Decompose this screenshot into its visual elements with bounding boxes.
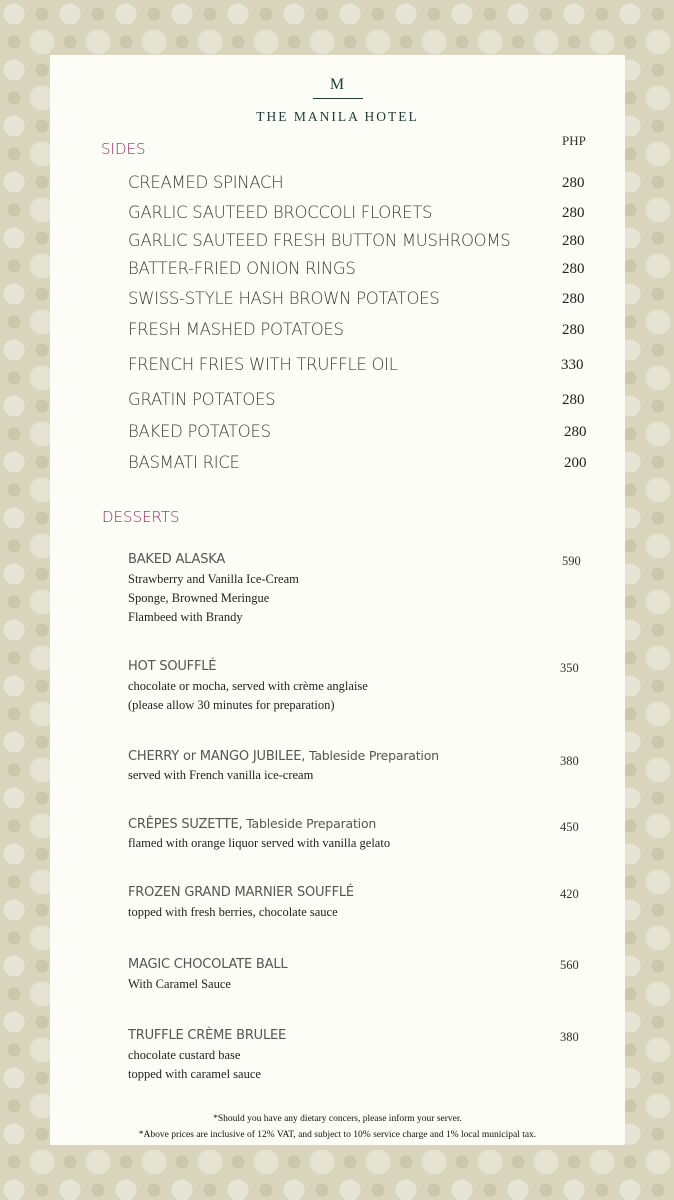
side-item-name: FRESH MASHED POTATOES [128, 320, 344, 339]
dessert-item-price: 350 [560, 661, 579, 675]
dessert-item-name [128, 885, 354, 900]
dessert-description-line: topped with caramel sauce [128, 1067, 261, 1081]
side-item-price: 280 [564, 424, 587, 440]
side-item-price: 280 [562, 322, 585, 338]
dessert-name-text: FROZEN GRAND MARNIER SOUFFLÉ [128, 885, 354, 900]
side-item-name: SWISS-STYLE HASH BROWN POTATOES [128, 289, 440, 308]
side-item-name: CREAMED SPINACH [128, 173, 284, 192]
side-item-price: 280 [562, 205, 585, 221]
dessert-preparation-note: Tableside Preparation [242, 816, 377, 831]
side-item-price: 200 [564, 455, 587, 471]
dessert-item-price: 560 [560, 958, 579, 972]
menu-card [50, 55, 625, 1145]
side-item-name: GARLIC SAUTEED FRESH BUTTON MUSHROOMS [128, 231, 511, 250]
dessert-description-line: flamed with orange liquor served with vanilla gelato [128, 836, 391, 850]
side-item-name: FRENCH FRIES WITH TRUFFLE OIL [128, 355, 398, 374]
dietary-note: *Should you have any dietary concers, please inform your server. [213, 1114, 462, 1124]
dessert-item-price: 590 [562, 554, 581, 568]
dessert-item-name [128, 957, 287, 972]
dessert-description-line: chocolate or mocha, served with crème anglaise [128, 679, 368, 693]
dessert-item-name [128, 1028, 286, 1043]
side-item-price: 280 [562, 392, 585, 408]
hotel-name: THE MANILA HOTEL [256, 109, 419, 124]
dessert-description-line: Strawberry and Vanilla Ice-Cream [128, 572, 299, 586]
dessert-description-line: Sponge, Browned Meringue [128, 591, 270, 605]
desserts-section-title: DESSERTS [102, 508, 180, 526]
dessert-name-text: BAKED ALASKA [128, 552, 226, 567]
dessert-name-text: HOT SOUFFLÉ [128, 659, 217, 674]
side-item-price: 280 [562, 233, 585, 249]
sides-section-title: SIDES [101, 140, 146, 158]
dessert-description-line: topped with fresh berries, chocolate sauce [128, 905, 338, 919]
currency-label: PHP [562, 133, 586, 148]
dessert-name-text: TRUFFLE CRÈME BRULEE [128, 1028, 287, 1043]
dessert-description-line: With Caramel Sauce [128, 977, 231, 991]
hotel-logo-letter: M [329, 76, 346, 93]
side-item-price: 280 [562, 261, 585, 277]
dessert-name-text: MAGIC CHOCOLATE BALL [128, 957, 288, 972]
dessert-item-price: 420 [560, 887, 579, 901]
side-item-price: 280 [562, 175, 585, 191]
dessert-item-name [128, 552, 225, 567]
dessert-item-name [128, 748, 439, 764]
side-item-price: 280 [562, 291, 585, 307]
side-item-name: GRATIN POTATOES [128, 390, 276, 409]
dessert-name-text: CHERRY or MANGO JUBILEE, [128, 749, 306, 764]
dessert-item-price: 450 [560, 820, 579, 834]
side-item-name: BATTER-FRIED ONION RINGS [128, 259, 356, 278]
side-item-name: GARLIC SAUTEED BROCCOLI FLORETS [128, 203, 433, 222]
dessert-item-name [128, 659, 216, 674]
dessert-item-price: 380 [560, 754, 579, 768]
dessert-item-name [128, 816, 376, 832]
dessert-description-line: Flambeed with Brandy [128, 610, 243, 624]
dessert-description-line: (please allow 30 minutes for preparation) [128, 698, 335, 712]
side-item-name: BAKED POTATOES [128, 422, 271, 441]
side-item-name: BASMATI RICE [128, 453, 240, 472]
logo-divider [313, 98, 363, 99]
dessert-description-line: served with French vanilla ice-cream [128, 768, 314, 782]
dessert-item-price: 380 [560, 1030, 579, 1044]
dessert-description-line: chocolate custard base [128, 1048, 241, 1062]
price-note: *Above prices are inclusive of 12% VAT, and subject to 10% service charge and 1% local municipal tax. [138, 1130, 537, 1140]
side-item-price: 330 [561, 357, 584, 373]
dessert-name-text: CRÊPES SUZETTE, [128, 817, 243, 832]
dessert-preparation-note: Tableside Preparation [305, 748, 439, 763]
